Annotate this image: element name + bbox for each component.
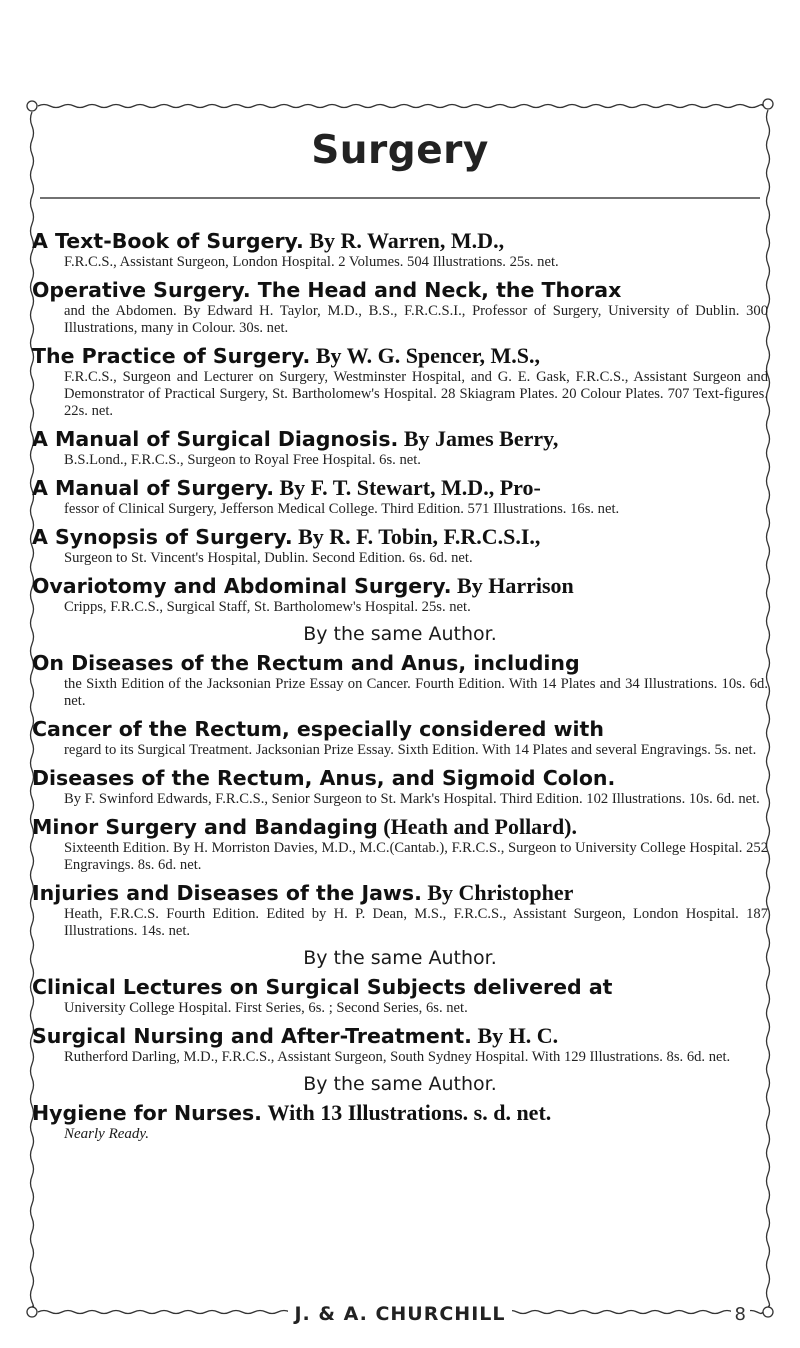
book-description: University College Hospital. First Series, 6s. ; Second Series, 6s. net.	[64, 1000, 468, 1016]
same-author-note: By the same Author.	[303, 623, 497, 645]
book-author-line: By R. Warren, M.D.,	[309, 228, 505, 253]
book-entry	[32, 573, 768, 616]
book-description: Cripps, F.R.C.S., Surgical Staff, St. Bartholomew's Hospital. 25s. net.	[64, 599, 471, 615]
book-title: Operative Surgery. The Head and Neck, the Thorax	[32, 278, 622, 302]
book-description: Rutherford Darling, M.D., F.R.C.S., Assistant Surgeon, South Sydney Hospital. With 129 Illustrations. 8s. 6d. net.	[64, 1049, 731, 1065]
book-description: Sixteenth Edition. By H. Morriston Davies, M.D., M.C.(Cantab.), F.R.C.S., Surgeon to University College Hospital. 252 Engravings. 8s. 6d. net.	[64, 840, 768, 873]
book-entry-heading	[32, 880, 768, 906]
book-author-line: By H. C.	[477, 1023, 559, 1048]
book-description: Heath, F.R.C.S. Fourth Edition. Edited by H. P. Dean, M.S., F.R.C.S., Assistant Surgeon, London Hospital. 187 Illustrations. 14s. net.	[64, 906, 768, 939]
book-author-line: By Christopher	[427, 880, 574, 905]
book-title: A Text-Book of Surgery.	[32, 229, 304, 253]
page-number: 8	[731, 1304, 750, 1325]
book-title: Diseases of the Rectum, Anus, and Sigmoid Colon.	[32, 766, 616, 790]
book-entry	[32, 228, 768, 271]
book-description: By F. Swinford Edwards, F.R.C.S., Senior Surgeon to St. Mark's Hospital. Third Edition. 102 Illustrations. 10s. 6d. net.	[64, 791, 760, 807]
book-title: Ovariotomy and Abdominal Surgery.	[32, 574, 452, 598]
book-entry	[32, 814, 768, 874]
book-entry	[32, 1023, 768, 1066]
book-author-line: With 13 Illustrations. s. d. net.	[267, 1100, 552, 1125]
book-entry	[32, 650, 768, 710]
book-entry	[32, 475, 768, 518]
book-title: Clinical Lectures on Surgical Subjects delivered at	[32, 975, 613, 999]
book-entry-heading	[32, 814, 768, 840]
book-entry-heading	[32, 765, 768, 791]
catalogue-list	[32, 228, 768, 1149]
book-entry	[32, 1100, 768, 1143]
book-entry-heading	[32, 573, 768, 599]
book-entry-heading	[32, 716, 768, 742]
book-title: Hygiene for Nurses.	[32, 1101, 262, 1125]
book-entry	[32, 716, 768, 759]
book-description: F.R.C.S., Surgeon and Lecturer on Surgery, Westminster Hospital, and G. E. Gask, F.R.C.S., Assistant Surgeon and Demonstrator of Practical Surgery, St. Bartholomew's Hospital. 28 Skiagram Plates. 20 Colour Plates. 707 Text-figures. 22s. net.	[64, 369, 768, 419]
book-author-line: By F. T. Stewart, M.D., Pro-	[279, 475, 541, 500]
book-title: A Manual of Surgical Diagnosis.	[32, 427, 399, 451]
book-author-line: By James Berry,	[403, 426, 559, 451]
book-entry	[32, 765, 768, 808]
book-entry-heading	[32, 524, 768, 550]
book-entry	[32, 974, 768, 1017]
book-entry-heading	[32, 974, 768, 1000]
book-title: A Synopsis of Surgery.	[32, 525, 293, 549]
availability-note: Nearly Ready.	[64, 1126, 149, 1142]
book-author-line: By Harrison	[457, 573, 574, 598]
book-title: Cancer of the Rectum, especially considered with	[32, 717, 604, 741]
book-entry-heading	[32, 343, 768, 369]
book-description: fessor of Clinical Surgery, Jefferson Medical College. Third Edition. 571 Illustrations. 16s. net.	[64, 501, 620, 517]
same-author-note: By the same Author.	[303, 1073, 497, 1095]
publisher-footer	[0, 1303, 800, 1325]
book-entry-heading	[32, 277, 768, 303]
corner-ornament-top-right	[763, 99, 773, 109]
book-title: Minor Surgery and Bandaging	[32, 815, 378, 839]
book-entry-heading	[32, 475, 768, 501]
book-title: A Manual of Surgery.	[32, 476, 274, 500]
book-title: On Diseases of the Rectum and Anus, including	[32, 651, 580, 675]
book-description: B.S.Lond., F.R.C.S., Surgeon to Royal Free Hospital. 6s. net.	[64, 452, 421, 468]
book-entry	[32, 880, 768, 940]
book-description: F.R.C.S., Assistant Surgeon, London Hospital. 2 Volumes. 504 Illustrations. 25s. net.	[64, 254, 559, 270]
book-description: the Sixth Edition of the Jacksonian Prize Essay on Cancer. Fourth Edition. With 14 Plates and 34 Illustrations. 10s. 6d. net.	[64, 676, 768, 709]
book-entry	[32, 277, 768, 337]
book-title: The Practice of Surgery.	[32, 344, 311, 368]
same-author-note: By the same Author.	[303, 947, 497, 969]
top-wavy-border	[38, 105, 763, 108]
corner-ornament-top-left	[27, 101, 37, 111]
book-description: Surgeon to St. Vincent's Hospital, Dublin. Second Edition. 6s. 6d. net.	[64, 550, 473, 566]
book-entry-heading	[32, 228, 768, 254]
book-author-line: By R. F. Tobin, F.R.C.S.I.,	[298, 524, 541, 549]
book-entry-heading	[32, 426, 768, 452]
book-entry-heading	[32, 1100, 768, 1126]
book-author-line: By W. G. Spencer, M.S.,	[315, 343, 540, 368]
book-entry-heading	[32, 650, 768, 676]
book-title: Injuries and Diseases of the Jaws.	[32, 881, 422, 905]
book-title: Surgical Nursing and After-Treatment.	[32, 1024, 472, 1048]
book-description: and the Abdomen. By Edward H. Taylor, M.D., B.S., F.R.C.S.I., Professor of Surgery, University of Dublin. 300 Illustrations, many in Colour. 30s. net.	[64, 303, 768, 336]
publisher-name: J. & A. CHURCHILL	[288, 1303, 511, 1325]
book-entry-heading	[32, 1023, 768, 1049]
book-entry	[32, 524, 768, 567]
book-author-line: (Heath and Pollard).	[383, 814, 578, 839]
book-entry	[32, 426, 768, 469]
book-entry	[32, 343, 768, 420]
book-description: regard to its Surgical Treatment. Jacksonian Prize Essay. Sixth Edition. With 14 Plates and several Engravings. 5s. net.	[64, 742, 757, 758]
page-title: Surgery	[311, 128, 489, 173]
